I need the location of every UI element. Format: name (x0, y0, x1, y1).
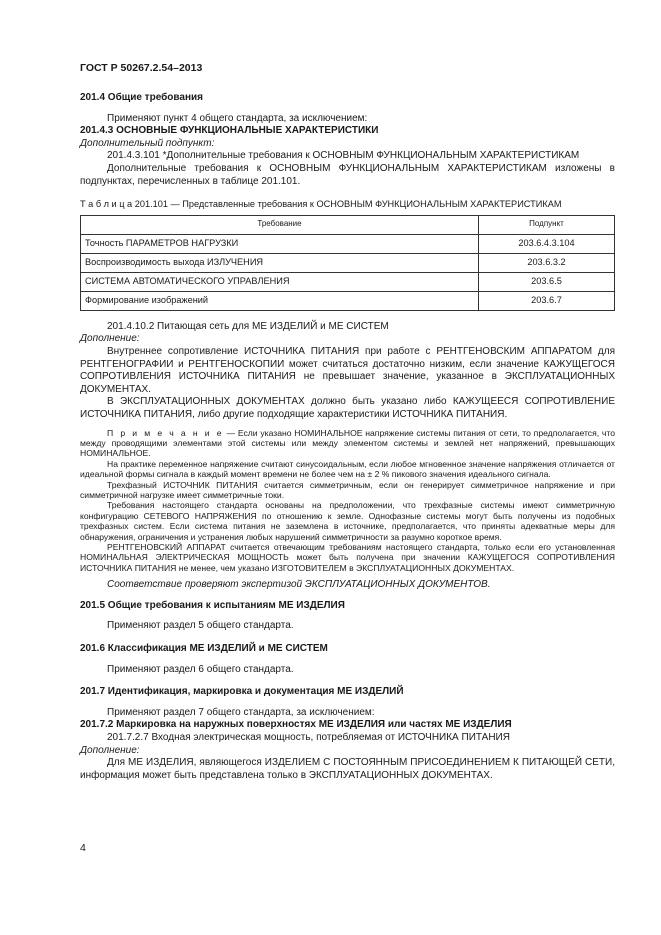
section-201-4-3-title: 201.4.3 ОСНОВНЫЕ ФУНКЦИОНАЛЬНЫЕ ХАРАКТЕРИСТИКИ (80, 125, 379, 137)
table-row (81, 272, 615, 291)
section-201-6-title: 201.6 Классификация МЕ ИЗДЕЛИЙ и МЕ СИСТЕМ (80, 642, 328, 654)
cell-subpoint: 203.6.3.2 (479, 253, 615, 272)
cell-requirement: Формирование изображений (81, 291, 479, 310)
column-header-subpoint: Подпункт (479, 215, 615, 234)
section-201-6-text: Применяют раздел 6 общего стандарта. (107, 663, 294, 675)
section-201-4-3-101-title: 201.4.3.101 *Дополнительные требования к ОСНОВНЫМ ФУНКЦИОНАЛЬНЫМ ХАРАКТЕРИСТИКАМ (107, 150, 580, 162)
table-row (81, 291, 615, 310)
column-header-requirement: Требование (81, 215, 479, 234)
note-para-3: Трехфазный ИСТОЧНИК ПИТАНИЯ считается симметричным, если он генерирует симметричное напряжение и при симметричной нагрузке имеет симметричные токи. (80, 479, 615, 500)
note-para-4: Требования настоящего стандарта основаны на предположении, что трехфазные системы имеют симметричную конфигурацию СЕТЕВОГО НАПРЯЖЕНИЯ по отношению к земле. Однофазные системы могут быть получены из подобных трехфазных систем. Если система питания не заземлена в источнике, предполагается, что приняты адекватные меры для обнаружения, ограничения и устранения любых нарушений симметричности за разумно короткое время. (80, 500, 615, 542)
section-201-7-2-7-text: Для МЕ ИЗДЕЛИЯ, являющегося ИЗДЕЛИЕМ С ПОСТОЯННЫМ ПРИСОЕДИНЕНИЕМ К ПИТАЮЩЕЙ СЕТИ, информация может быть представлена только в ЭКСПЛУАТАЦИОННЫХ ДОКУМЕНТАХ. (80, 757, 615, 781)
table-caption (80, 198, 615, 211)
note-para-5: РЕНТГЕНОВСКИЙ АППАРАТ считается отвечающим требованиям настоящего стандарта, только если его установленная НОМИНАЛЬНАЯ ЭЛЕКТРИЧЕСКАЯ МОЩНОСТЬ может быть получена при значении КАЖУЩЕГОСЯ СОПРОТИВЛЕНИЯ ИСТОЧНИКА ПИТАНИЯ не менее, чем указано ИЗГОТОВИТЕЛЕМ в ЭКСПЛУАТАЦИОННЫХ ДОКУМЕНТАХ. (80, 541, 615, 573)
cell-subpoint: 203.6.5 (479, 272, 615, 291)
cell-requirement: Точность ПАРАМЕТРОВ НАГРУЗКИ (81, 234, 479, 253)
section-201-5-title: 201.5 Общие требования к испытаниям МЕ ИЗДЕЛИЯ (80, 599, 345, 611)
table-row (81, 234, 615, 253)
table-caption-prefix: Т а б л и ц а (80, 199, 133, 210)
section-201-7-2-7-title: 201.7.2.7 Входная электрическая мощность, потребляемая от ИСТОЧНИКА ПИТАНИЯ (107, 731, 510, 743)
section-201-4-10-2-addition-label: Дополнение: (80, 333, 140, 345)
section-201-4-10-2-para-1: Внутреннее сопротивление ИСТОЧНИКА ПИТАНИЯ при работе с РЕНТГЕНОВСКИМ АППАРАТОМ для РЕНТГЕНОГРАФИИ и РЕНТГЕНОСКОПИИ может считаться достаточно низким, если значение КАЖУЩЕГОСЯ СОПРОТИВЛЕНИЯ ИСТОЧНИКА ПИТАНИЯ не превышает значение, указанное в ЭКСПЛУАТАЦИОННЫХ ДОКУМЕНТАХ. (80, 345, 615, 395)
conformity-check: Соответствие проверяют экспертизой ЭКСПЛУАТАЦИОННЫХ ДОКУМЕНТОВ. (107, 579, 491, 591)
note-para-2: На практике переменное напряжение считают синусоидальным, если любое мгновенное значение напряжения отличается от идеальной формы сигнала в каждый момент времени не более чем на ± 2 % пикового значения идеального сигнала. (80, 458, 615, 480)
cell-requirement: СИСТЕМА АВТОМАТИЧЕСКОГО УПРАВЛЕНИЯ (81, 272, 479, 291)
page-content (80, 86, 615, 782)
cell-subpoint: 203.6.4.3.104 (479, 234, 615, 253)
table-row (81, 253, 615, 272)
cell-requirement: Воспроизводимость выхода ИЗЛУЧЕНИЯ (81, 253, 479, 272)
section-201-4-text: Применяют пункт 4 общего стандарта, за исключением: (107, 112, 368, 124)
document-code-header: ГОСТ Р 50267.2.54–2013 (80, 62, 203, 74)
requirements-table (80, 215, 615, 311)
section-201-7-text: Применяют раздел 7 общего стандарта, за исключением: (107, 706, 375, 718)
section-201-7-title: 201.7 Идентификация, маркировка и документация МЕ ИЗДЕЛИЙ (80, 686, 404, 698)
table-header-row (81, 215, 615, 234)
section-201-5-text: Применяют раздел 5 общего стандарта. (107, 620, 294, 632)
cell-subpoint: 203.6.7 (479, 291, 615, 310)
section-201-7-2-title: 201.7.2 Маркировка на наружных поверхностях МЕ ИЗДЕЛИЯ или частях МЕ ИЗДЕЛИЯ (80, 719, 512, 731)
section-201-4-3-101-text: Дополнительные требования к ОСНОВНЫМ ФУНКЦИОНАЛЬНЫМ ХАРАКТЕРИСТИКАМ изложены в подпунктах, перечисленных в таблице 201.101. (80, 162, 615, 187)
section-201-4-3-subpoint-label: Дополнительный подпункт: (80, 137, 215, 149)
note-text: — Если указано НОМИНАЛЬНОЕ напряжение системы питания от сети, то предполагается, что между проводящими элементами этой системы или между элементом системы и землей нет напряжений, превышающих НОМИНАЛЬНОЕ. (80, 427, 615, 459)
note-label: П р и м е ч а н и е (107, 427, 224, 438)
table-caption-text: 201.101 — Представленные требования к ОСНОВНЫМ ФУНКЦИОНАЛЬНЫМ ХАРАКТЕРИСТИКАМ (134, 199, 562, 210)
section-201-4-10-2-title: 201.4.10.2 Питающая сеть для МЕ ИЗДЕЛИЙ и МЕ СИСТЕМ (107, 320, 389, 332)
note-para-1 (80, 428, 615, 459)
section-201-4-title: 201.4 Общие требования (80, 92, 204, 103)
section-201-7-2-7-addition-label: Дополнение: (80, 744, 140, 756)
section-201-4-10-2-para-2: В ЭКСПЛУАТАЦИОННЫХ ДОКУМЕНТАХ должно быть указано либо КАЖУЩЕЕСЯ СОПРОТИВЛЕНИЕ ИСТОЧНИКА ПИТАНИЯ, либо другие подходящие характеристики ИСТОЧНИКА ПИТАНИЯ. (80, 396, 615, 420)
page-number: 4 (80, 842, 86, 854)
